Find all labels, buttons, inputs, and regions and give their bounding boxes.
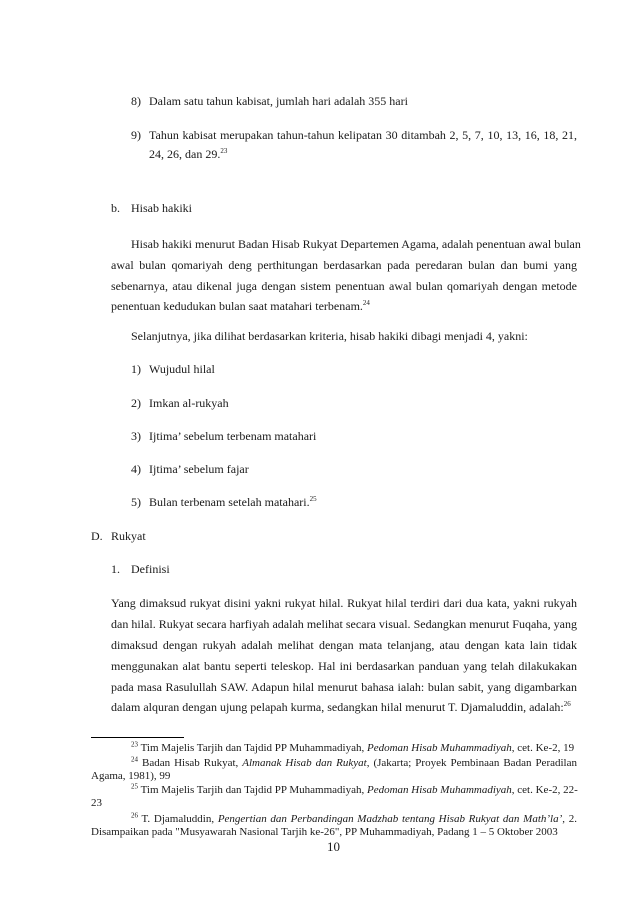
footnote-ref: 24 xyxy=(362,299,370,307)
list-number: 9) xyxy=(131,128,141,142)
paragraph-line: pada masa Rasulullah SAW. Adapun hilal menurut bahasa ialah: bulan sabit, yang digambarkan xyxy=(111,680,577,694)
subsection-title: Hisab hakiki xyxy=(131,201,192,215)
footnote-number: 24 xyxy=(131,755,138,764)
list-number: 4) xyxy=(131,462,141,476)
list-number: 2) xyxy=(131,396,141,410)
footnote-number: 25 xyxy=(131,782,138,791)
list-item-text: Tahun kabisat merupakan tahun-tahun kelipatan 30 ditambah 2, 5, 7, 10, 13, 16, 18, 21, xyxy=(149,128,577,142)
section-number: D. xyxy=(91,529,103,543)
section-title: Rukyat xyxy=(111,529,146,543)
list-item-text: Ijtima’ sebelum fajar xyxy=(149,462,249,476)
footnote-23: $^{23}$ Tim Majelis Tarjih dan Tajdid PP Muhammadiyah, Pedoman Hisab Muhammadiyah, cet. Ke-2, 19 xyxy=(131,740,575,754)
paragraph-line: menggunakan alat bantu seperti teleskop. Hal ini berdasarkan panduan yang telah dilakukakan xyxy=(111,659,577,673)
footnote-24-cont: Agama, 1981), 99 xyxy=(91,770,171,782)
paragraph-line: dalam alquran dengan ujung pelapah kurma, sedangkan hilal menurut T. Djamaluddin, adalah:$^{26}$ xyxy=(111,700,571,714)
paragraph-line: penentuan kedudukan bulan saat matahari terbenam.$^{24}$ xyxy=(111,299,370,313)
footnote-24: $^{24}$ Badan Hisab Rukyat, Almanak Hisab dan Rukyat, (Jakarta; Proyek Pembinaan Badan Peradilan xyxy=(131,755,577,769)
list-item-text: Imkan al-rukyah xyxy=(149,396,229,410)
paragraph-line: dan hilal. Rukyat secara harfiyah adalah melihat secara visual. Sedangkan menurut Fuqaha, yang xyxy=(111,617,577,631)
list-item-text: Dalam satu tahun kabisat, jumlah hari adalah 355 hari xyxy=(149,94,408,108)
footnote-26: $^{26}$ T. Djamaluddin, Pengertian dan Perbandingan Madzhab tentang Hisab Rukyat dan Math’la’, 2. xyxy=(131,811,577,825)
list-item-text: Wujudul hilal xyxy=(149,362,215,376)
paragraph-line: Yang dimaksud rukyat disini yakni rukyat hilal. Rukyat hilal terdiri dari dua kata, yakni rukyah xyxy=(111,596,577,610)
footnote-separator xyxy=(91,737,184,738)
footnote-ref: 26 xyxy=(563,700,571,708)
list-item-text-cont: 24, 26, dan 29.23 xyxy=(149,147,228,161)
list-item-text: Ijtima’ sebelum terbenam matahari xyxy=(149,429,317,443)
subsection-title: Definisi xyxy=(131,562,170,576)
footnote-25: $^{25}$ Tim Majelis Tarjih dan Tajdid PP Muhammadiyah, Pedoman Hisab Muhammadiyah, cet. Ke-2, 22- xyxy=(131,782,578,796)
list-number: 3) xyxy=(131,429,141,443)
page-number: 10 xyxy=(327,839,340,854)
footnote-26-cont: Disampaikan pada "Musyawarah Nasional Tarjih ke-26", PP Muhammadiyah, Padang 1 – 5 Oktober 2003 xyxy=(91,826,558,838)
subsection-number: 1. xyxy=(111,562,120,576)
footnote-number: 26 xyxy=(131,811,138,820)
list-number: 5) xyxy=(131,495,141,509)
paragraph-line: Selanjutnya, jika dilihat berdasarkan kriteria, hisab hakiki dibagi menjadi 4, yakni: xyxy=(131,329,528,343)
list-number: 1) xyxy=(131,362,141,376)
footnote-25-cont: 23 xyxy=(91,797,102,809)
list-number: 8) xyxy=(131,94,141,108)
footnote-number: 23 xyxy=(131,740,138,749)
footnote-ref: 23 xyxy=(220,147,228,155)
paragraph-line: dimaksud dengan rukyah adalah melihat dengan mata telanjang, atau dengan kata lain tidak xyxy=(111,638,577,652)
subsection-number: b. xyxy=(111,201,120,215)
paragraph-line: awal bulan qomariyah deng perthitungan berdasarkan pada peredaran bulan dan bumi yang xyxy=(111,258,577,272)
footnote-ref: 25 xyxy=(309,495,317,503)
paragraph-line: Hisab hakiki menurut Badan Hisab Rukyat Departemen Agama, adalah penentuan awal bulan xyxy=(131,237,581,251)
list-item-text: Bulan terbenam setelah matahari.$^{25}$ xyxy=(149,495,317,509)
paragraph-line: sebenarnya, atau dikenal juga dengan sistem penentuan awal bulan qomariyah dengan metode xyxy=(111,279,577,293)
